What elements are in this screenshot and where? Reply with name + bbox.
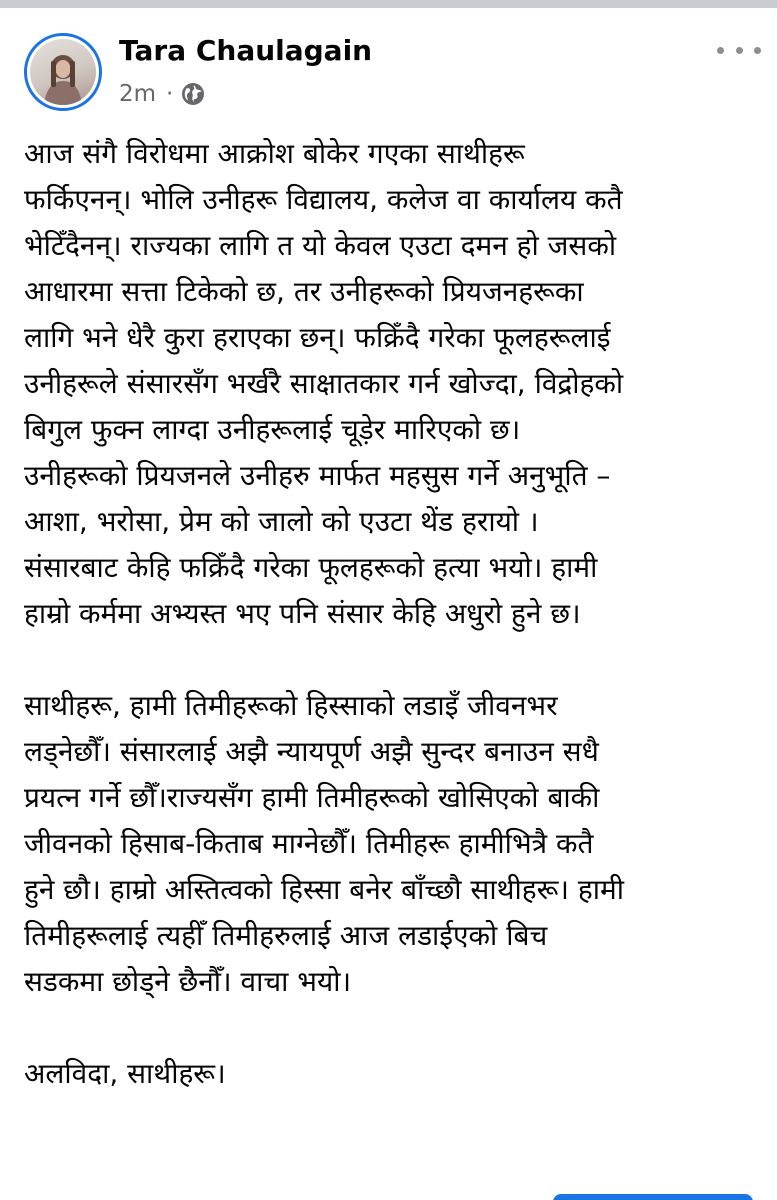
paragraph-1 [24, 131, 769, 637]
meta-separator: · [166, 81, 174, 107]
text-line: साथीहरू, हामी तिमीहरूको हिस्साको लडाइँ जीवनभर [24, 689, 558, 722]
paragraph-3 [24, 1051, 769, 1097]
action-button[interactable] [553, 1194, 753, 1200]
text-line: तिमीहरूलाई त्यहीँ तिमीहरुलाई आज लडाईएको बिच [24, 919, 548, 952]
text-line: संसारबाट केहि फक्रिँदै गरेका फूलहरूको हत्या भयो। हामी [24, 551, 598, 584]
text-line: लागि भने धेरै कुरा हराएका छन्। फक्रिँदै गरेका फूलहरूलाई [24, 321, 611, 354]
author-name[interactable]: Tara Chaulagain [119, 34, 373, 67]
globe-icon[interactable] [181, 82, 205, 106]
paragraph-gap [24, 1005, 769, 1051]
author-avatar[interactable] [24, 33, 102, 111]
text-line: बिगुल फुक्न लाग्दा उनीहरूलाई चूड़ेर मारिएको छ। [24, 413, 521, 446]
more-horizontal-icon [717, 47, 724, 54]
post-meta [119, 79, 205, 109]
paragraph-gap [24, 637, 769, 683]
text-line: उनीहरूको प्रियजनले उनीहरु मार्फत महसुस गर्ने अनुभूति – [24, 459, 611, 492]
paragraph-2 [24, 683, 769, 1005]
text-line: आज संगै विरोधमा आक्रोश बोकेर गएका साथीहरू [24, 137, 525, 170]
text-line: सडकमा छोड्ने छैनौँ। वाचा भयो। [24, 965, 352, 998]
text-line: हुने छौ। हाम्रो अस्तित्वको हिस्सा बनेर बाँच्छौ साथीहरू। हामी [24, 873, 625, 906]
text-line: फर्किएनन्। भोलि उनीहरू विद्यालय, कलेज वा कार्यालय कतै [24, 183, 623, 216]
text-line: उनीहरूले संसारसँग भर्खरै साक्षातकार गर्न खोज्दा, विद्रोहको [24, 367, 624, 400]
top-divider [0, 0, 777, 8]
text-line: आशा, भरोसा, प्रेम को जालो को एउटा थेंड हरायो । [24, 505, 539, 538]
avatar-photo [30, 39, 96, 105]
text-line: आधारमा सत्ता टिकेको छ, तर उनीहरूको प्रियजनहरूका [24, 275, 584, 308]
text-line: हाम्रो कर्ममा अभ्यस्त भए पनि संसार केहि अधुरो हुने छ। [24, 597, 581, 630]
text-line: जीवनको हिसाब-किताब माग्नेछौँ। तिमीहरू हामीभित्रै कतै [24, 827, 594, 860]
text-line: अलविदा, साथीहरू। [24, 1057, 226, 1090]
post-text [24, 131, 769, 1097]
more-dot [736, 47, 743, 54]
text-line: भेटिँदैनन्। राज्यका लागि त यो केवल एउटा दमन हो जसको [24, 229, 617, 262]
person-photo-icon [30, 39, 96, 105]
text-line: प्रयत्न गर्ने छौँ।राज्यसँग हामी तिमीहरूको खोसिएको बाकी [24, 781, 600, 814]
text-line: लड्नेछौँ। संसारलाई अझै न्यायपूर्ण अझै सुन्दर बनाउन सधै [24, 735, 599, 768]
more-dot [754, 47, 761, 54]
more-options-button[interactable] [717, 38, 761, 62]
post-timestamp[interactable]: 2m [119, 81, 157, 107]
